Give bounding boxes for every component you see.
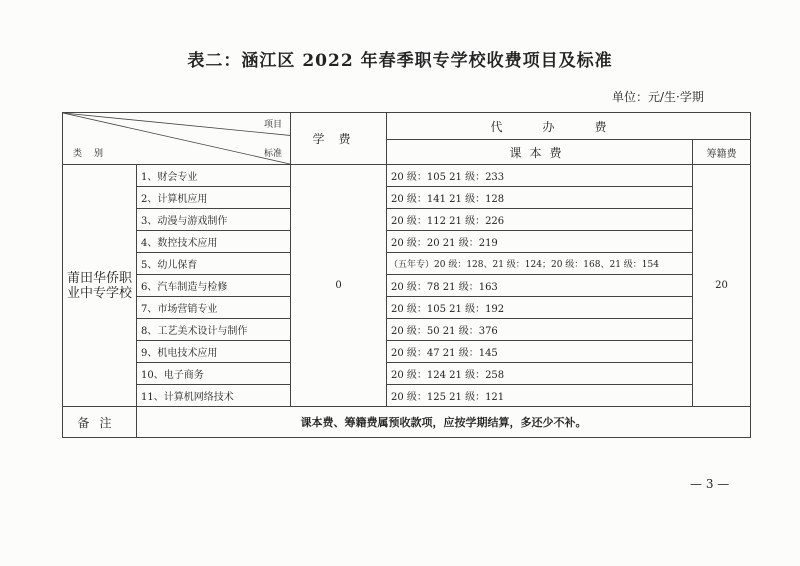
header-textbook: 课本费: [387, 140, 693, 165]
fee-table: [62, 112, 751, 438]
remark-row: [63, 407, 751, 438]
table-row: [63, 297, 751, 319]
header-tuition: 学费: [291, 113, 387, 165]
unit-note: 单位：元/生·学期: [612, 90, 704, 104]
textbook-fee: 20 级：141 21 级：128: [387, 187, 693, 209]
remark-text: 课本费、筹籍费属预收款项，应按学期结算，多还少不补。: [137, 407, 751, 438]
table-row: [63, 253, 751, 275]
remark-label: 备注: [63, 407, 137, 438]
table-row: [63, 165, 751, 187]
header-collected: 代办费: [387, 113, 751, 140]
table-row: [63, 187, 751, 209]
table-row: [63, 385, 751, 407]
table-row: [63, 231, 751, 253]
document-title: 表二：涵江区 2022 年春季职专学校收费项目及标准: [187, 51, 613, 71]
page-number: — 3 —: [690, 477, 730, 491]
textbook-fee: （五年专）20 级：128、21 级：124；20 级：168、21 级：154: [387, 253, 693, 275]
major-name: 10、电子商务: [137, 363, 291, 385]
table-row: [63, 319, 751, 341]
major-name: 5、幼儿保育: [137, 253, 291, 275]
textbook-fee: 20 级：20 21 级：219: [387, 231, 693, 253]
textbook-fee: 20 级：47 21 级：145: [387, 341, 693, 363]
header-standard-label: 标准: [263, 149, 282, 159]
major-name: 1、财会专业: [137, 165, 291, 187]
major-name: 3、动漫与游戏制作: [137, 209, 291, 231]
major-name: 11、计算机网络技术: [137, 385, 291, 407]
table-row: [63, 275, 751, 297]
school-name: 莆田华侨职业中专学校: [63, 165, 137, 407]
table-row: [63, 363, 751, 385]
table-row: [63, 341, 751, 363]
major-name: 6、汽车制造与检修: [137, 275, 291, 297]
major-name: 4、数控技术应用: [137, 231, 291, 253]
major-name: 8、工艺美术设计与制作: [137, 319, 291, 341]
textbook-fee: 20 级：105 21 级：233: [387, 165, 693, 187]
textbook-fee: 20 级：78 21 级：163: [387, 275, 693, 297]
textbook-fee: 20 级：105 21 级：192: [387, 297, 693, 319]
diagonal-header-cell: [63, 113, 291, 165]
table-row: [63, 209, 751, 231]
header-category-label: 类别: [73, 149, 116, 159]
header-item-label: 项目: [263, 120, 282, 130]
textbook-fee: 20 级：50 21 级：376: [387, 319, 693, 341]
tuition-value: 0: [291, 165, 387, 407]
textbook-fee: 20 级：125 21 级：121: [387, 385, 693, 407]
major-name: 2、计算机应用: [137, 187, 291, 209]
textbook-fee: 20 级：124 21 级：258: [387, 363, 693, 385]
textbook-fee: 20 级：112 21 级：226: [387, 209, 693, 231]
major-name: 7、市场营销专业: [137, 297, 291, 319]
header-fund: 筹籍费: [693, 140, 751, 165]
fund-value: 20: [693, 165, 751, 407]
major-name: 9、机电技术应用: [137, 341, 291, 363]
